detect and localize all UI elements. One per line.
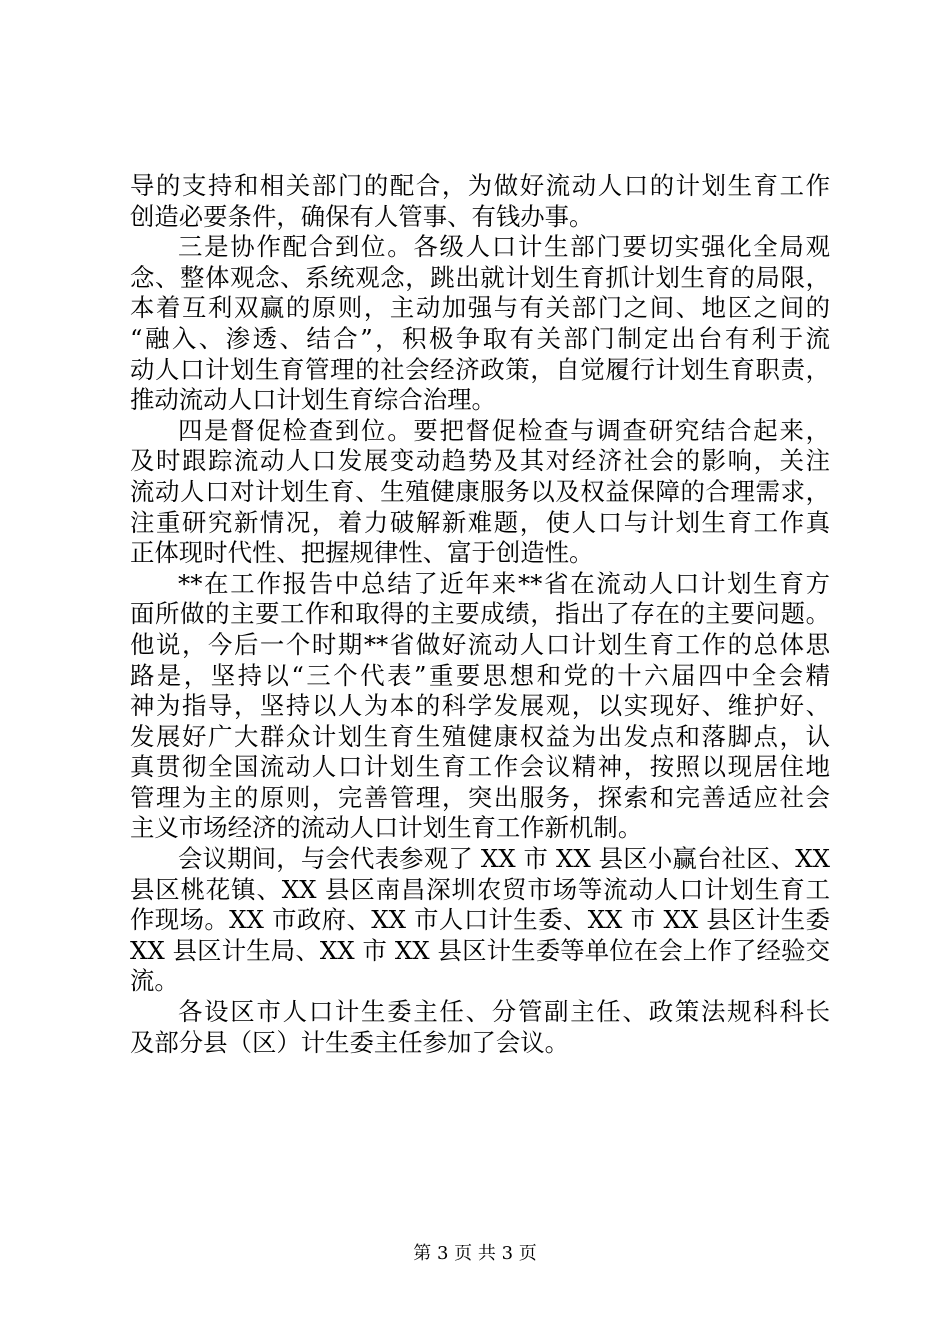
text-line: 作现场。XX 市政府、XX 市人口计生委、XX 市 XX 县区计生委 [130,905,830,935]
text-line: 主义市场经济的流动人口计划生育工作新机制。 [130,813,643,843]
page-footer: 第 3 页 共 3 页 [413,1243,537,1264]
document-body [130,171,830,1058]
text-line: 四是督促检查到位。要把督促检查与调查研究结合起来， [178,415,830,445]
text-line: 管理为主的原则，完善管理，突出服务，探索和完善适应社会 [130,782,830,812]
text-line: 三是协作配合到位。各级人口计生部门要切实强化全局观 [178,232,830,262]
text-line: 念、整体观念、系统观念，跳出就计划生育抓计划生育的局限， [130,262,830,292]
text-line: “融入、渗透、结合”，积极争取有关部门制定出台有利于流 [130,323,830,353]
text-line: 注重研究新情况，着力破解新难题，使人口与计划生育工作真 [130,507,830,537]
text-line: 本着互利双赢的原则，主动加强与有关部门之间、地区之间的 [130,293,830,323]
text-line: **在工作报告中总结了近年来**省在流动人口计划生育方 [178,568,830,598]
text-line: 他说，今后一个时期**省做好流动人口计划生育工作的总体思 [130,629,830,659]
text-line: 及部分县（区）计生委主任参加了会议。 [130,1027,570,1057]
text-line: 导的支持和相关部门的配合，为做好流动人口的计划生育工作 [130,171,830,200]
text-line: 面所做的主要工作和取得的主要成绩，指出了存在的主要问题。 [130,599,830,629]
text-line: 真贯彻全国流动人口计划生育工作会议精神，按照以现居住地 [130,752,830,782]
text-line: 各设区市人口计生委主任、分管副主任、政策法规科科长 [178,997,830,1027]
text-line: 动人口计划生育管理的社会经济政策，自觉履行计划生育职责， [130,354,830,384]
text-line: 流动人口对计划生育、生殖健康服务以及权益保障的合理需求， [130,476,830,506]
text-line: 神为指导，坚持以人为本的科学发展观，以实现好、维护好、 [130,691,830,721]
text-line: 会议期间，与会代表参观了 XX 市 XX 县区小赢台社区、XX [178,844,830,874]
text-line: 创造必要条件，确保有人管事、有钱办事。 [130,201,594,231]
text-line: 县区桃花镇、XX 县区南昌深圳农贸市场等流动人口计划生育工 [130,874,830,904]
text-line: 推动流动人口计划生育综合治理。 [130,385,496,415]
text-line: 路是，坚持以“三个代表”重要思想和党的十六届四中全会精 [130,660,830,690]
text-line: XX 县区计生局、XX 市 XX 县区计生委等单位在会上作了经验交 [130,935,830,965]
text-line: 正体现时代性、把握规律性、富于创造性。 [130,538,594,568]
text-line: 发展好广大群众计划生育生殖健康权益为出发点和落脚点，认 [130,721,830,751]
text-line: 流。 [130,966,179,996]
text-line: 及时跟踪流动人口发展变动趋势及其对经济社会的影响，关注 [130,446,830,476]
